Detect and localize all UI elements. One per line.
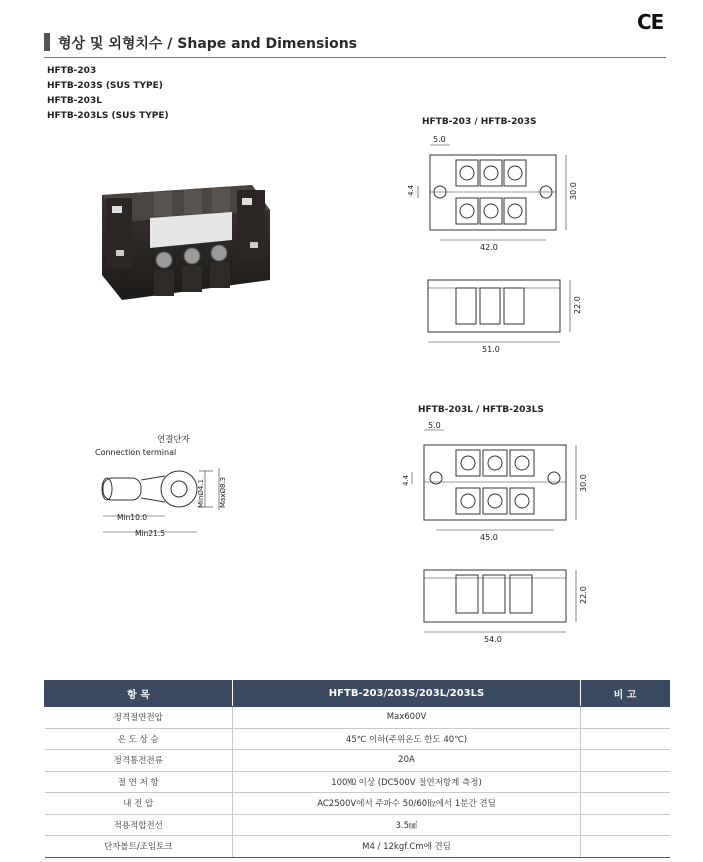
row-item: 절 연 저 항	[45, 771, 233, 793]
table-row	[45, 707, 670, 729]
dim-inner-diameter: MinØ4.1	[197, 478, 205, 508]
dim-height: 30.0	[579, 474, 588, 492]
dim-hole: 4.4	[407, 184, 415, 196]
row-item: 단자볼트/조임토크	[45, 836, 233, 858]
row-value: Max600V	[233, 707, 581, 729]
header-accent-bar	[44, 33, 50, 51]
dimension-drawing-203l	[400, 400, 600, 650]
column-header-item: 항 목	[45, 681, 233, 707]
row-value: AC2500V에서 주파수 50/60㎐에서 1분간 견딤	[233, 793, 581, 815]
dim-pitch: 5.0	[428, 421, 441, 430]
table-row	[45, 771, 670, 793]
model-item: HFTB-203S (SUS TYPE)	[47, 81, 163, 91]
side-height: 22.0	[573, 296, 582, 314]
model-item: HFTB-203L	[47, 96, 102, 106]
row-value: 45℃ 이하(주위온도 한도 40℃)	[233, 728, 581, 750]
row-note	[581, 814, 670, 836]
side-width: 51.0	[482, 345, 500, 354]
connection-terminal-drawing	[95, 428, 255, 543]
table-row	[45, 793, 670, 815]
table-header-row	[45, 681, 670, 707]
table-row	[45, 836, 670, 858]
table-row	[45, 728, 670, 750]
row-note	[581, 771, 670, 793]
terminal-label-en: Connection terminal	[95, 448, 177, 457]
row-note	[581, 793, 670, 815]
drawing-title: HFTB-203 / HFTB-203S	[422, 117, 537, 127]
dim-pitch: 5.0	[433, 135, 446, 144]
row-note	[581, 707, 670, 729]
column-header-model: HFTB-203/203S/203L/203LS	[233, 681, 581, 707]
row-note	[581, 750, 670, 772]
spec-table	[44, 680, 670, 858]
row-item: 내 전 압	[45, 793, 233, 815]
table-row	[45, 750, 670, 772]
row-item: 정격절연전압	[45, 707, 233, 729]
dim-hole: 4.4	[402, 474, 410, 486]
row-item: 적용적합전선	[45, 814, 233, 836]
row-value: M4 / 12kgf.Cm에 견딤	[233, 836, 581, 858]
dim-barrel-length: Min10.0	[117, 513, 148, 522]
dim-width: 42.0	[480, 243, 498, 252]
row-note	[581, 836, 670, 858]
row-item: 온 도 상 승	[45, 728, 233, 750]
dim-outer-diameter: MaxØ8.3	[219, 476, 227, 508]
terminal-label-ko: 연결단자	[157, 435, 190, 445]
side-height: 22.0	[579, 586, 588, 604]
dimension-drawing-203	[400, 110, 600, 360]
table-row	[45, 814, 670, 836]
drawing-title: HFTB-203L / HFTB-203LS	[418, 405, 544, 415]
product-photo	[92, 170, 277, 305]
section-header	[44, 30, 666, 58]
column-header-note: 비 고	[581, 681, 670, 707]
dim-total-length: Min21.5	[135, 529, 166, 538]
row-value: 3.5㎟	[233, 814, 581, 836]
section-title: 형상 및 외형치수 / Shape and Dimensions	[58, 36, 357, 52]
dim-height: 30.0	[569, 182, 578, 200]
model-item: HFTB-203LS (SUS TYPE)	[47, 111, 169, 121]
row-value: 20A	[233, 750, 581, 772]
row-item: 정격통전전류	[45, 750, 233, 772]
row-value: 100㏁ 이상 (DC500V 절연저항계 측정)	[233, 771, 581, 793]
model-item: HFTB-203	[47, 66, 97, 76]
dim-width: 45.0	[480, 533, 498, 542]
ce-mark-logo: CE	[637, 10, 664, 34]
row-note	[581, 728, 670, 750]
side-width: 54.0	[484, 635, 502, 644]
model-list	[47, 64, 169, 124]
